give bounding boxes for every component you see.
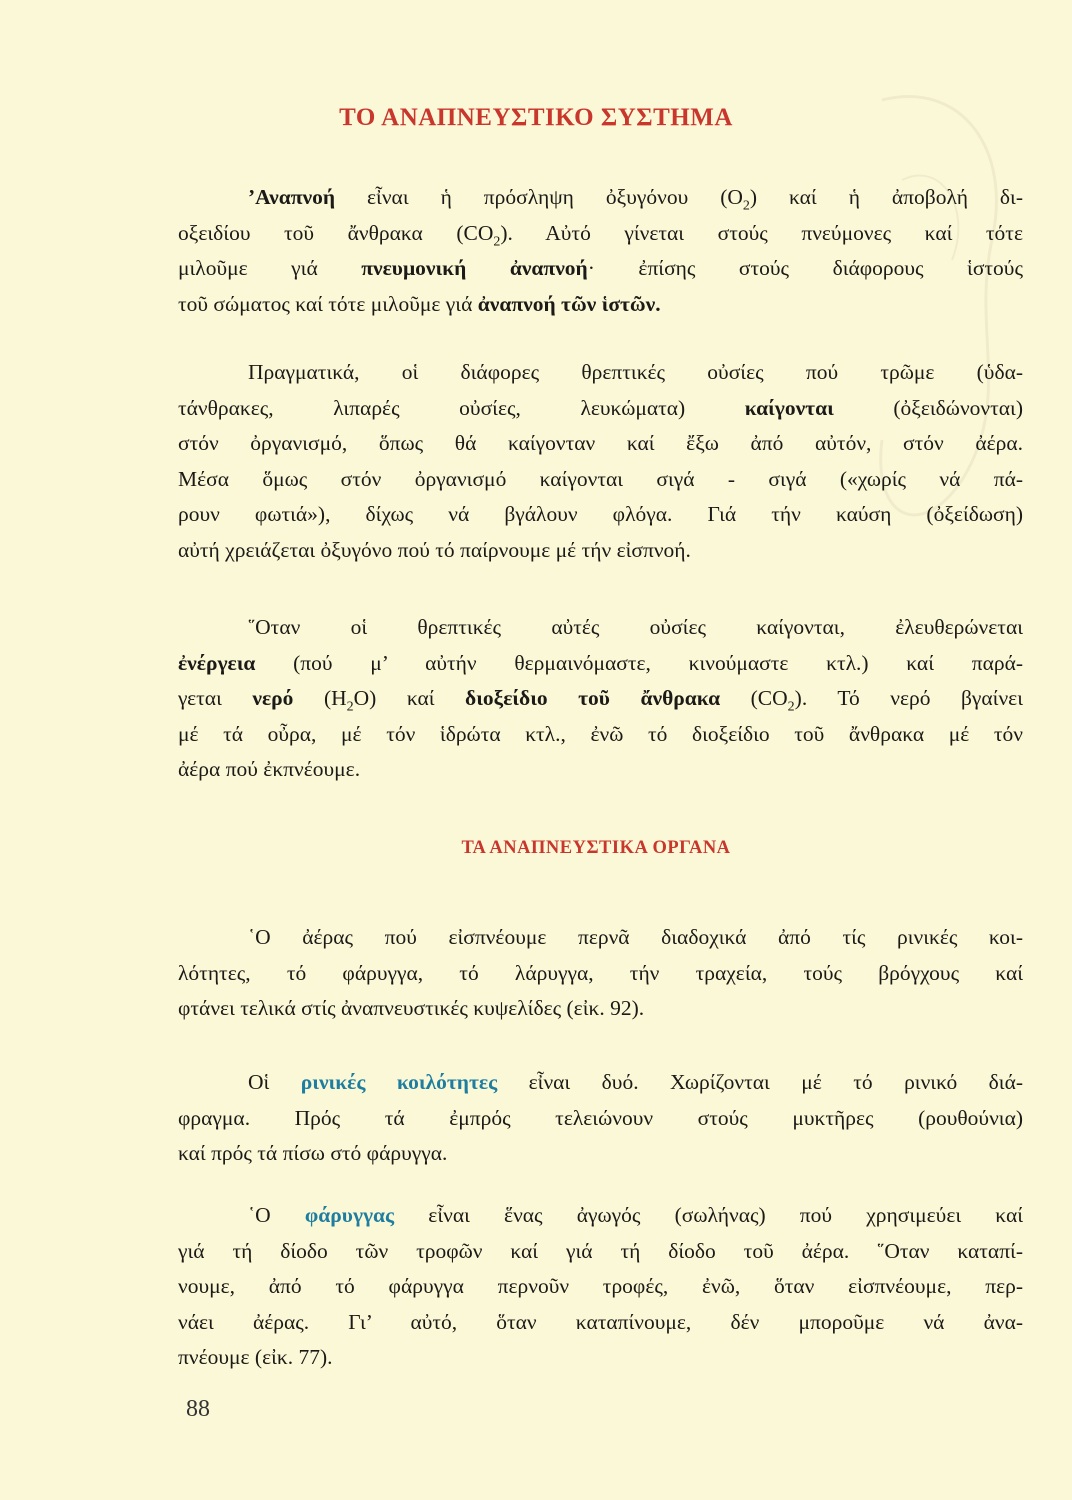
text-line: ῾Ο φάρυγγας εἶναι ἕνας ἀγωγός (σωλήνας) πού χρησιμεύει καί xyxy=(248,1203,1023,1227)
text-line: Μέσα ὅμως στόν ὀργανισμό καίγονται σιγά - σιγά («χωρίς νά πά- xyxy=(178,466,1023,491)
text-line: καί πρός τά πίσω στό φάρυγγα. xyxy=(178,1141,448,1166)
text-line: αὐτή χρειάζεται ὀξυγόνο πού τό παίρνουμε μέ τήν εἰσπνοή. xyxy=(178,537,691,562)
term-carbon-dioxide: διοξείδιο τοῦ ἄνθρακα xyxy=(465,686,721,711)
paragraph-1 xyxy=(178,180,1023,322)
text-line: τάνθρακες, λιπαρές οὐσίες, λευκώματα) καίγονται (ὀξειδώνονται) xyxy=(178,395,1023,420)
text-line: λότητες, τό φάρυγγα, τό λάρυγγα, τήν τραχεία, τούς βρόγχους καί xyxy=(178,960,1023,985)
text-line: γεται νερό $(H_2O)$ καί διοξείδιο τοῦ ἄνθρακα $(CO_2)$. Τό νερό βγαίνει xyxy=(178,686,1024,715)
paragraph-4 xyxy=(178,920,1023,1027)
text-line: Οἱ ρινικές κοιλότητες εἶναι δυό. Χωρίζονται μέ τό ρινικό διά- xyxy=(248,1070,1023,1094)
paragraph-5 xyxy=(178,1065,1023,1172)
text-line: ῞Οταν οἱ θρεπτικές αὐτές οὐσίες καίγονται, ἐλευθερώνεται xyxy=(248,615,1023,639)
term-pulmonary-respiration: πνευμονική ἀναπνοή xyxy=(361,256,588,281)
text-line: πνέουμε (εἰκ. 77). xyxy=(178,1345,333,1370)
text-line: τοῦ σώματος καί τότε μιλοῦμε γιά ἀναπνοή τῶν ἱστῶν. xyxy=(178,291,661,316)
text-line: Πραγματικά, οἱ διάφορες θρεπτικές οὐσίες πού τρῶμε (ὑδα- xyxy=(248,360,1023,384)
text-line: στόν ὀργανισμό, ὅπως θά καίγονταν καί ἔξω ἀπό αὐτόν, στόν ἀέρα. xyxy=(178,431,1023,456)
text-line: ῾Ο ἀέρας πού εἰσπνέουμε περνᾶ διαδοχικά ἀπό τίς ρινικές κοι- xyxy=(248,925,1023,949)
term-nasal-cavities: ρινικές κοιλότητες xyxy=(300,1070,498,1094)
text-line: νάει ἀέρας. Γι’ αὐτό, ὅταν καταπίνουμε, δέν μποροῦμε νά ἀνα- xyxy=(178,1309,1023,1334)
term-tissue-respiration: ἀναπνοή τῶν ἱστῶν. xyxy=(477,291,661,316)
term-energy: ἐνέργεια xyxy=(178,650,256,675)
term-respiration: ’Αναπνοή xyxy=(248,185,336,209)
text-line: οξειδίου τοῦ ἄνθρακα $(CO_2)$. Αὐτό γίνεται στούς πνεύμονες καί τότε xyxy=(178,220,1023,249)
page-number: 88 xyxy=(186,1396,210,1422)
text-line: ἐνέργεια (πού μ’ αὐτήν θερμαινόμαστε, κινούμαστε κτλ.) καί παρά- xyxy=(178,650,1023,675)
text-line: ἀέρα πού ἐκπνέουμε. xyxy=(178,757,361,782)
text-line: φραγμα. Πρός τά ἐμπρός τελειώνουν στούς μυκτῆρες (ρουθούνια) xyxy=(178,1105,1023,1130)
term-burned: καίγονται xyxy=(744,395,834,420)
paragraph-6 xyxy=(178,1198,1023,1376)
text-line: νουμε, ἀπό τό φάρυγγα περνοῦν τροφές, ἐνῶ, ὅταν εἰσπνέουμε, περ- xyxy=(178,1274,1023,1299)
text-line: μέ τά οὖρα, μέ τόν ἱδρώτα κτλ., ἐνῶ τό διοξείδιο τοῦ ἄνθρακα μέ τόν xyxy=(178,721,1023,746)
term-pharynx: φάρυγγας xyxy=(304,1203,395,1227)
text-line: γιά τή δίοδο τῶν τροφῶν καί γιά τή δίοδο τοῦ ἀέρα. ῞Οταν καταπί- xyxy=(178,1238,1023,1263)
term-water: νερό xyxy=(252,686,294,711)
text-line: μιλοῦμε γιά πνευμονική ἀναπνοή· ἐπίσης στούς διάφορους ἱστούς xyxy=(178,256,1023,281)
chapter-title: ΤΟ ΑΝΑΠΝΕΥΣΤΙΚΟ ΣΥΣΤΗΜΑ xyxy=(339,104,733,131)
text-line: φτάνει τελικά στίς ἀναπνευστικές κυψελίδες (εἰκ. 92). xyxy=(178,996,645,1021)
text-line: ρουν φωτιά»), δίχως νά βγάλουν φλόγα. Γιά τήν καύση (ὀξείδωση) xyxy=(178,502,1023,527)
paragraph-3 xyxy=(178,610,1023,788)
paragraph-2 xyxy=(178,355,1023,569)
section-subtitle: ΤΑ ΑΝΑΠΝΕΥΣΤΙΚΑ ΟΡΓΑΝΑ xyxy=(461,838,731,858)
text-line: ’Αναπνοή εἶναι ἡ πρόσληψη ὀξυγόνου $(O_2)$ καί ἡ ἀποβολή δι- xyxy=(248,185,1023,214)
